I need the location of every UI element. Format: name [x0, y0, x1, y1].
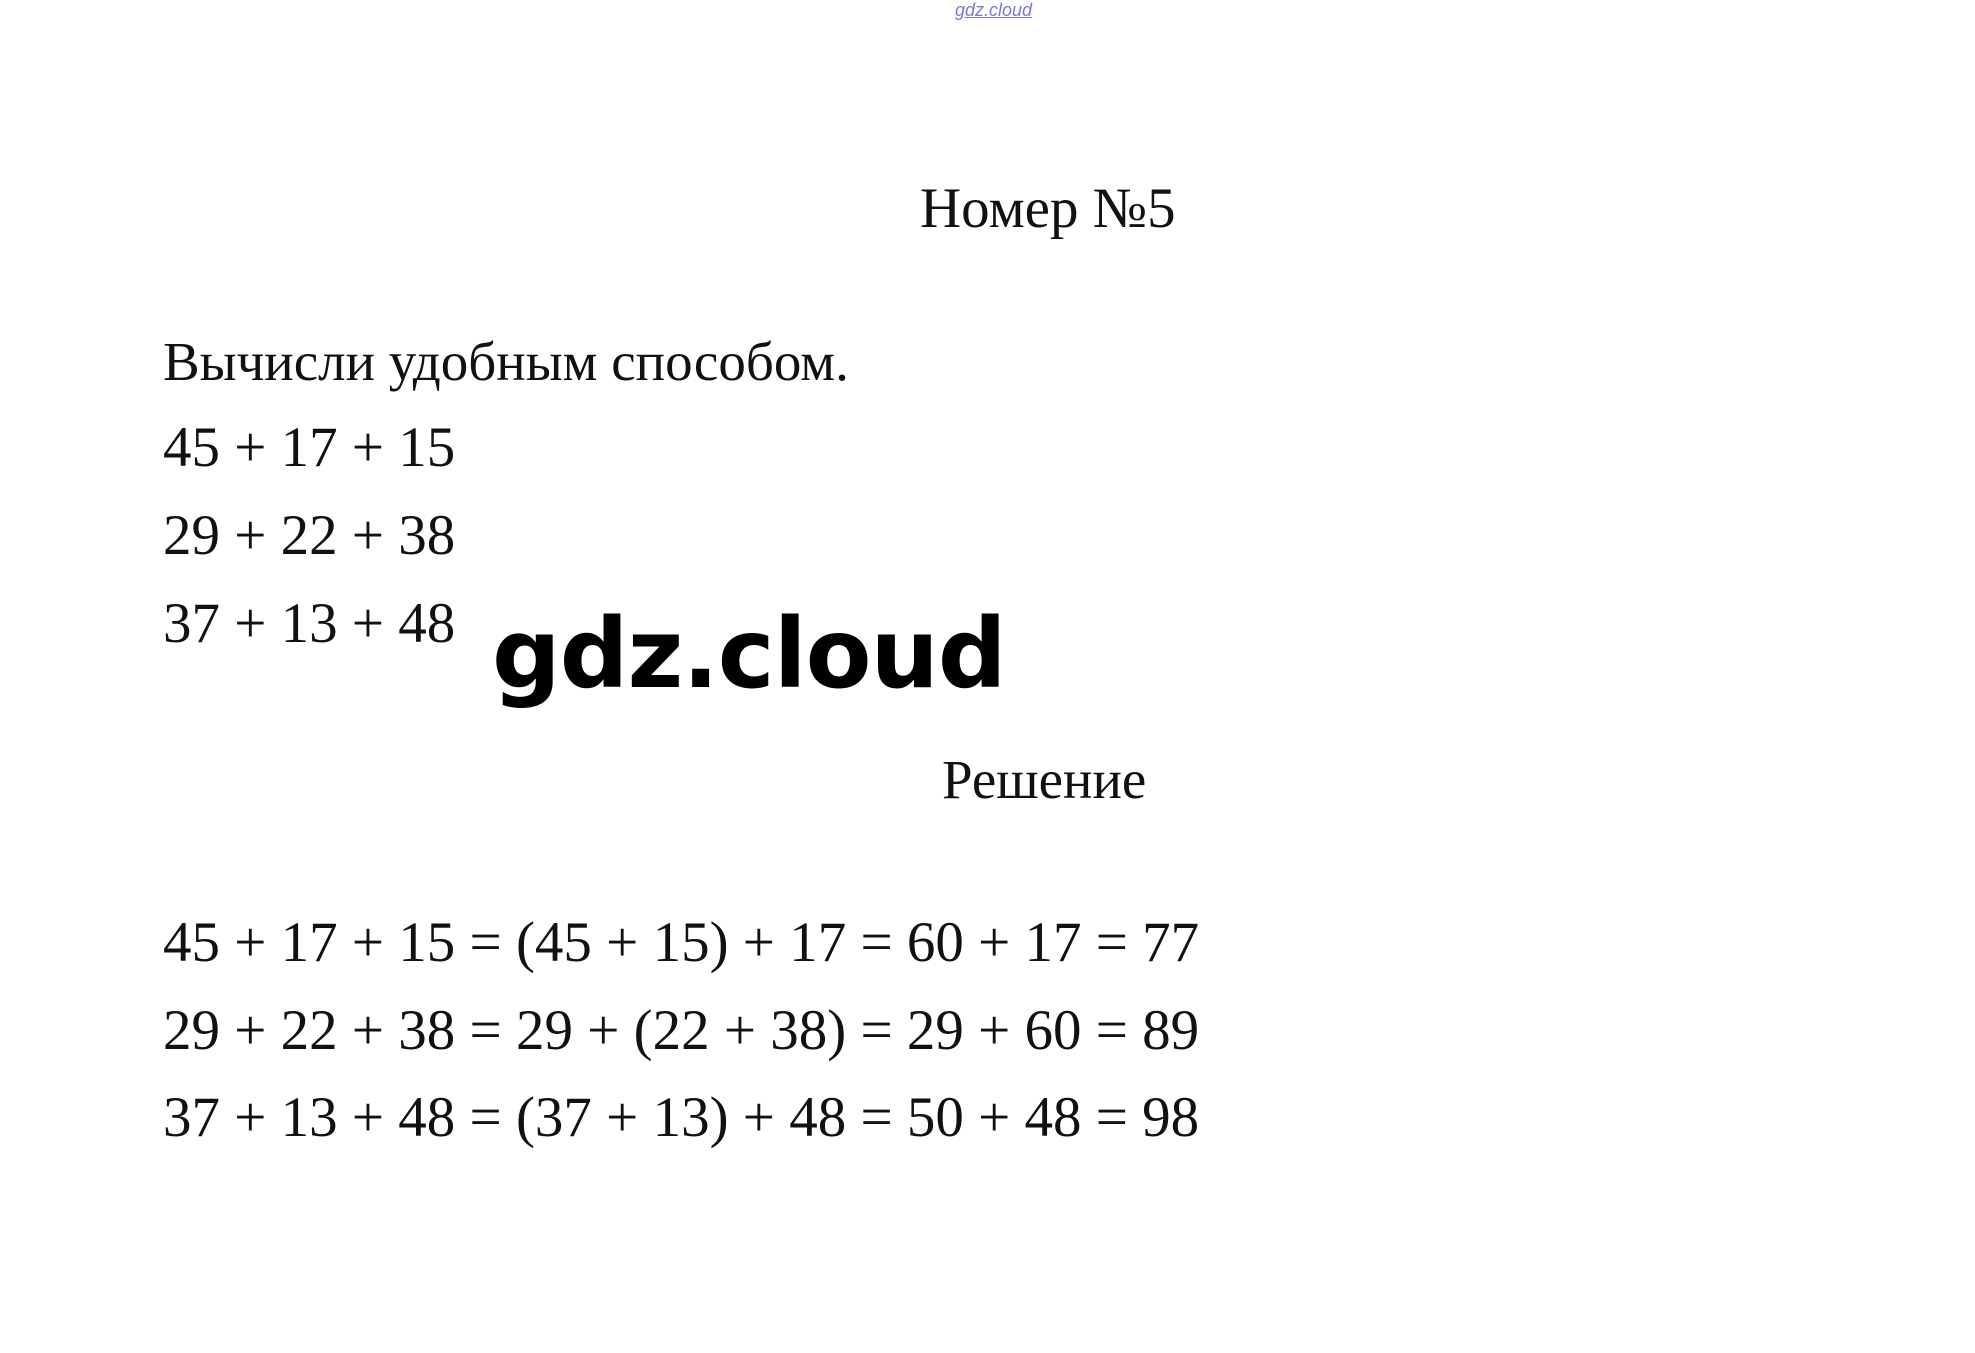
task-expression-1: 45 + 17 + 15: [163, 416, 456, 479]
task-expression-3: 37 + 13 + 48: [163, 592, 456, 655]
task-expression-2: 29 + 22 + 38: [163, 504, 456, 567]
watermark-logo: gdz.cloud: [492, 598, 1006, 710]
task-instruction: Вычисли удобным способом.: [163, 331, 849, 392]
solution-line-2: 29 + 22 + 38 = 29 + (22 + 38) = 29 + 60 = 89: [163, 999, 1200, 1062]
page-title: Номер №5: [920, 177, 1176, 240]
source-link[interactable]: gdz.cloud: [955, 0, 1033, 20]
solution-line-3: 37 + 13 + 48 = (37 + 13) + 48 = 50 + 48 = 98: [163, 1086, 1200, 1149]
solution-heading: Решение: [942, 749, 1147, 810]
solution-line-1: 45 + 17 + 15 = (45 + 15) + 17 = 60 + 17 = 77: [163, 911, 1200, 974]
